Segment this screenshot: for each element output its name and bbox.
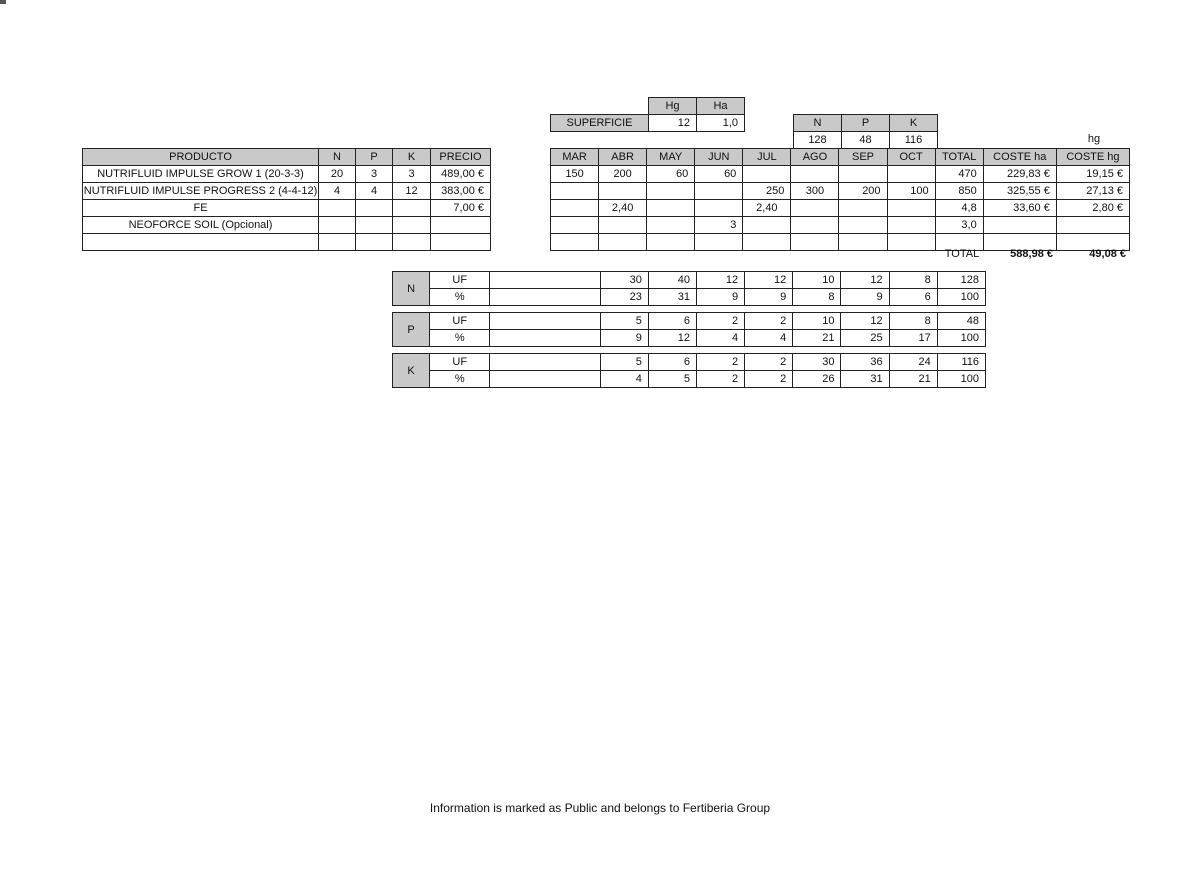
nutrient-cell: 31 [841,371,889,388]
nutrient-cell [490,371,600,388]
table-row [393,371,986,388]
nutrient-cell: 2 [696,371,744,388]
target-p-value: 48 [842,132,890,149]
schedule-cell [743,166,791,183]
nutrient-cell: 17 [889,330,937,347]
schedule-cell [887,166,935,183]
nutrient-cell: 5 [600,313,648,330]
superficie-table [550,114,745,132]
schedule-total: 4,8 [935,200,983,217]
nutrient-cell: 9 [600,330,648,347]
table-row [393,272,986,289]
product-precio [431,217,491,234]
product-k [393,217,431,234]
nutrient-cell: 8 [889,313,937,330]
nutrient-cell: 12 [648,330,696,347]
header-jul: JUL [743,149,791,166]
schedule-cell [599,234,647,251]
table-row [393,289,986,306]
area-units-header [648,97,745,115]
footer-notice: Information is marked as Public and belongs to Fertiberia Group [429,801,771,815]
schedule-total: 850 [935,183,983,200]
npk-targets-table [793,114,938,149]
target-n-value: 128 [794,132,842,149]
header-p: P [356,149,393,166]
product-p [356,200,393,217]
product-precio: 489,00 € [431,166,491,183]
nutrient-cell: 2 [696,354,744,371]
totals-row [938,246,1132,262]
nutrient-cell: 2 [745,371,793,388]
total-label: TOTAL [944,248,980,260]
schedule-cell [647,217,695,234]
nutrient-total: 100 [937,371,985,388]
nutrient-cell [490,354,600,371]
header-k: K [393,149,431,166]
products-header-row [83,149,491,166]
header-oct: OCT [887,149,935,166]
product-k: 3 [393,166,431,183]
product-p: 4 [356,183,393,200]
row-label: % [430,289,490,306]
table-row [551,183,1130,200]
nutrient-cell: 10 [793,313,841,330]
schedule-cell: 100 [887,183,935,200]
target-n-header: N [794,115,842,132]
nutrient-cell: 12 [841,272,889,289]
nutrient-cell: 12 [841,313,889,330]
nutrient-cell: 12 [696,272,744,289]
target-k-value: 116 [890,132,938,149]
schedule-cell [743,234,791,251]
nutrient-cell: 5 [600,354,648,371]
product-n [319,234,356,251]
nutrient-total: 100 [937,289,985,306]
schedule-cell: 60 [695,166,743,183]
schedule-cell [839,166,887,183]
product-precio: 383,00 € [431,183,491,200]
schedule-cell [551,217,599,234]
table-row [551,200,1130,217]
nutrient-cell: 10 [793,272,841,289]
row-label: % [430,330,490,347]
product-name: FE [83,200,319,217]
schedule-cell [839,200,887,217]
superficie-hg-value: 12 [649,115,697,132]
product-n [319,217,356,234]
nutrient-cell: 23 [600,289,648,306]
nutrient-total: 116 [937,354,985,371]
schedule-cell [599,183,647,200]
nutrient-total: 48 [937,313,985,330]
table-row [551,166,1130,183]
schedule-cell: 250 [743,183,791,200]
nutrient-cell: 2 [745,354,793,371]
nutrient-p-table [392,312,986,347]
nutrient-cell: 9 [745,289,793,306]
header-may: MAY [647,149,695,166]
schedule-coste-hg [1056,217,1129,234]
nutrient-cell: 5 [648,371,696,388]
nutrient-cell: 31 [648,289,696,306]
nutrient-k-table [392,353,986,388]
nutrient-cell: 25 [841,330,889,347]
schedule-cell [647,183,695,200]
header-producto: PRODUCTO [83,149,319,166]
target-p-header: P [842,115,890,132]
header-precio: PRECIO [431,149,491,166]
nutrient-cell [490,289,600,306]
header-coste-hg: COSTE hg [1056,149,1129,166]
schedule-cell [551,200,599,217]
header-total: TOTAL [935,149,983,166]
schedule-cell [839,217,887,234]
schedule-coste-ha: 33,60 € [983,200,1056,217]
nutrient-cell: 36 [841,354,889,371]
nutrient-cell: 2 [696,313,744,330]
schedule-cell [647,200,695,217]
nutrient-cell [490,313,600,330]
nutrient-cell: 8 [889,272,937,289]
schedule-cell [551,183,599,200]
row-label: UF [430,272,490,289]
nutrient-cell: 4 [600,371,648,388]
product-precio: 7,00 € [431,200,491,217]
product-k [393,234,431,251]
schedule-cell: 2,40 [599,200,647,217]
table-row [551,217,1130,234]
nutrient-n-table [392,271,986,306]
product-n: 20 [319,166,356,183]
target-k-header: K [890,115,938,132]
product-precio [431,234,491,251]
superficie-ha-value: 1,0 [697,115,745,132]
row-label: % [430,371,490,388]
table-row [393,330,986,347]
product-p [356,234,393,251]
nutrient-cell: 24 [889,354,937,371]
nutrient-label: K [393,354,430,388]
nutrient-cell: 8 [793,289,841,306]
header-mar: MAR [551,149,599,166]
product-name: NUTRIFLUID IMPULSE GROW 1 (20-3-3) [83,166,319,183]
schedule-coste-ha [983,217,1056,234]
schedule-cell [887,217,935,234]
schedule-cell [791,234,839,251]
schedule-cell [599,217,647,234]
header-abr: ABR [599,149,647,166]
schedule-cell [791,200,839,217]
total-coste-ha: 588,98 € [1010,248,1053,260]
schedule-coste-ha: 229,83 € [983,166,1056,183]
table-row [83,217,491,234]
nutrient-cell: 21 [889,371,937,388]
schedule-cell: 150 [551,166,599,183]
nutrient-cell [490,272,600,289]
schedule-cell: 3 [695,217,743,234]
nutrient-total: 128 [937,272,985,289]
schedule-cell: 200 [599,166,647,183]
product-p: 3 [356,166,393,183]
product-k [393,200,431,217]
header-jun: JUN [695,149,743,166]
schedule-cell [839,234,887,251]
schedule-cell [551,234,599,251]
nutrient-cell: 9 [696,289,744,306]
schedule-cell [887,234,935,251]
schedule-total: 3,0 [935,217,983,234]
nutrient-cell: 12 [745,272,793,289]
schedule-cell [647,234,695,251]
table-row [83,183,491,200]
header-ago: AGO [791,149,839,166]
schedule-cell [791,217,839,234]
nutrient-cell: 9 [841,289,889,306]
nutrient-cell: 2 [745,313,793,330]
product-p [356,217,393,234]
nutrient-cell: 4 [696,330,744,347]
nutrient-cell: 21 [793,330,841,347]
schedule-coste-hg: 19,15 € [1056,166,1129,183]
schedule-cell: 300 [791,183,839,200]
table-row [393,354,986,371]
table-row [83,200,491,217]
table-row [83,166,491,183]
nutrient-cell: 6 [889,289,937,306]
product-name: NUTRIFLUID IMPULSE PROGRESS 2 (4-4-12) [83,183,319,200]
schedule-table [550,148,1130,251]
nutrient-cell: 4 [745,330,793,347]
nutrient-label: P [393,313,430,347]
schedule-total: 470 [935,166,983,183]
schedule-cell: 200 [839,183,887,200]
schedule-coste-ha: 325,55 € [983,183,1056,200]
product-name [83,234,319,251]
schedule-cell [887,200,935,217]
nutrient-cell: 30 [600,272,648,289]
schedule-cell: 60 [647,166,695,183]
hg-unit-label: Hg [649,98,697,115]
header-coste-ha: COSTE ha [983,149,1056,166]
row-label: UF [430,313,490,330]
hg-note: hg [1087,133,1101,145]
schedule-header-row [551,149,1130,166]
schedule-cell: 2,40 [743,200,791,217]
product-name: NEOFORCE SOIL (Opcional) [83,217,319,234]
nutrient-label: N [393,272,430,306]
nutrient-cell: 26 [793,371,841,388]
nutrient-cell [490,330,600,347]
products-table [82,148,491,251]
scan-mark [0,0,6,4]
schedule-cell [695,200,743,217]
schedule-cell [695,234,743,251]
schedule-cell [791,166,839,183]
nutrient-cell: 6 [648,313,696,330]
row-label: UF [430,354,490,371]
superficie-label: SUPERFICIE [551,115,649,132]
nutrient-total: 100 [937,330,985,347]
schedule-coste-hg: 2,80 € [1056,200,1129,217]
header-sep: SEP [839,149,887,166]
product-k: 12 [393,183,431,200]
header-n: N [319,149,356,166]
ha-unit-label: Ha [697,98,745,115]
nutrient-cell: 30 [793,354,841,371]
schedule-cell [743,217,791,234]
table-row [83,234,491,251]
product-n: 4 [319,183,356,200]
total-coste-hg: 49,08 € [1089,248,1126,260]
schedule-cell [695,183,743,200]
schedule-coste-hg: 27,13 € [1056,183,1129,200]
nutrient-cell: 6 [648,354,696,371]
nutrient-cell: 40 [648,272,696,289]
table-row [393,313,986,330]
product-n [319,200,356,217]
